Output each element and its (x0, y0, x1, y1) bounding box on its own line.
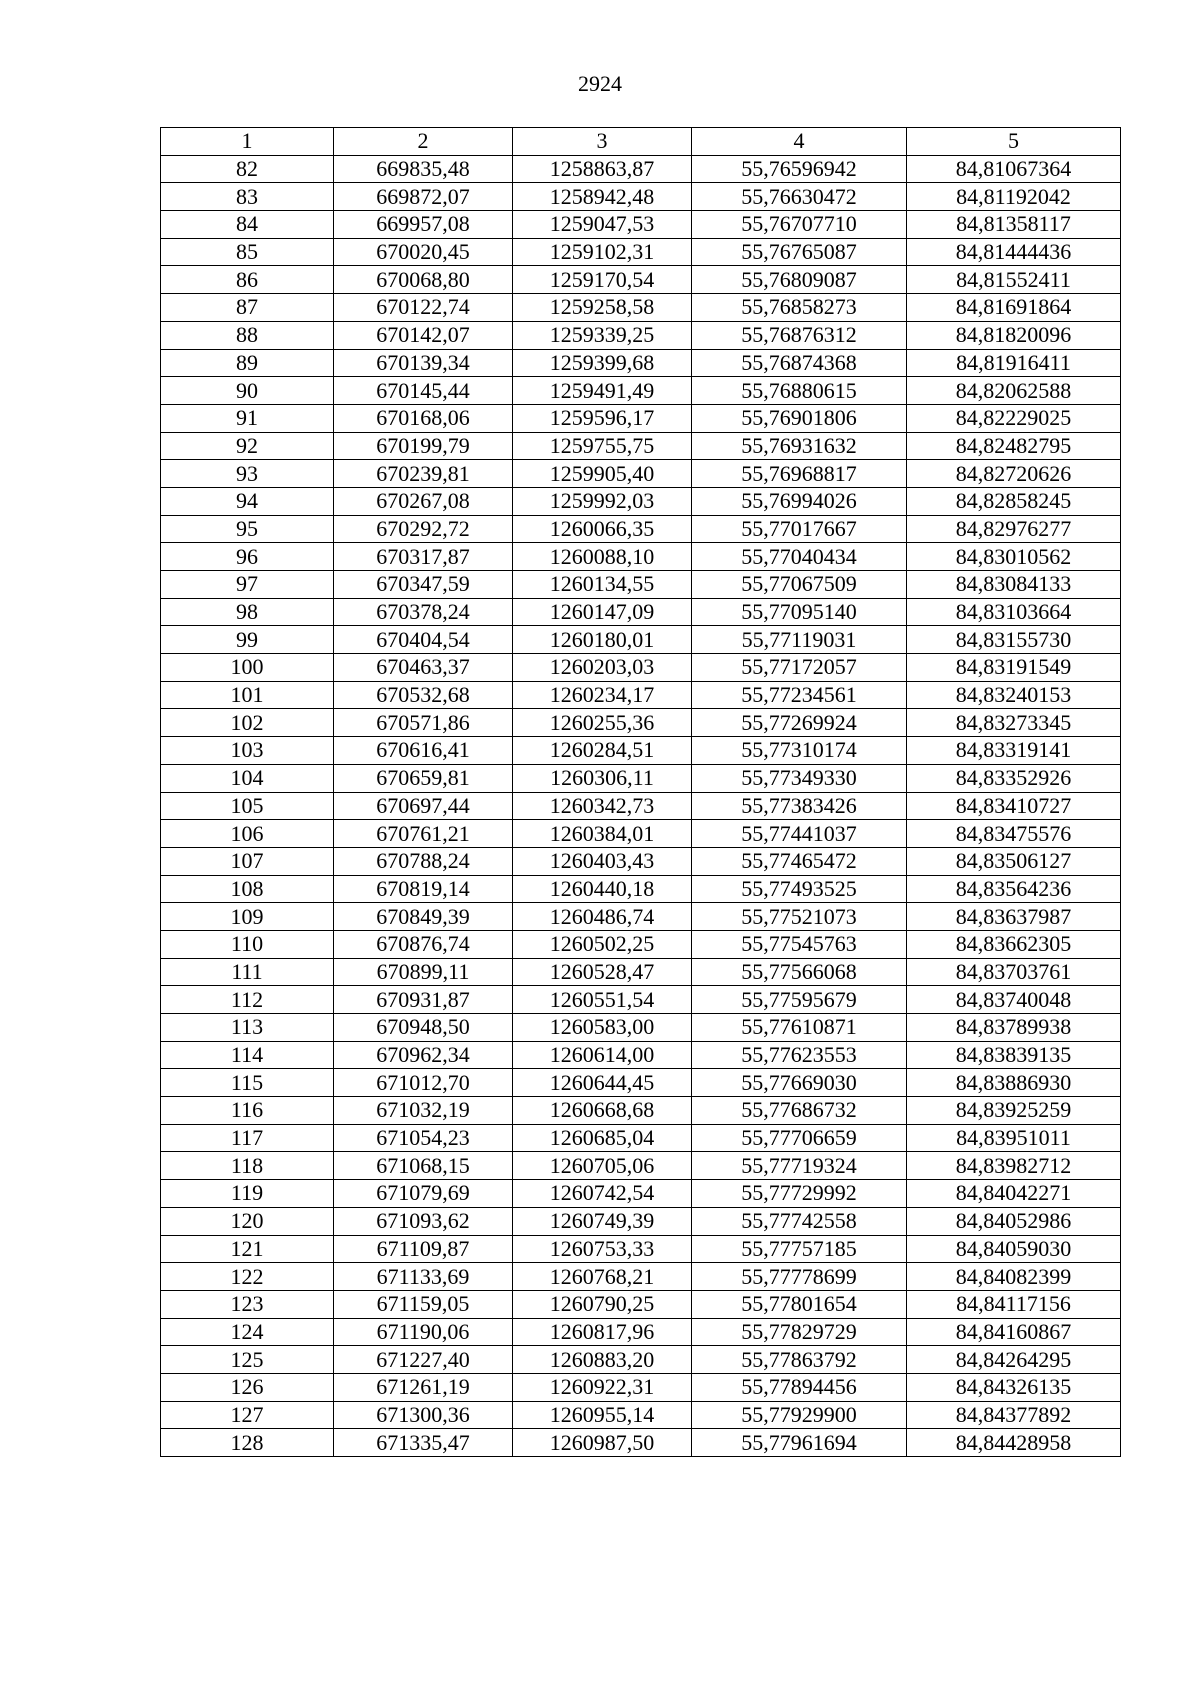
table-cell-col-3: 1260668,68 (513, 1097, 692, 1125)
table-cell-col-5: 84,81192042 (907, 183, 1121, 211)
table-cell-col-3: 1260790,25 (513, 1290, 692, 1318)
table-cell-col-1: 128 (161, 1429, 334, 1457)
table-cell-col-2: 669835,48 (334, 155, 513, 183)
table-cell-col-5: 84,83155730 (907, 626, 1121, 654)
table-cell-col-5: 84,81444436 (907, 238, 1121, 266)
table-cell-col-3: 1260255,36 (513, 709, 692, 737)
table-row (161, 404, 1121, 432)
table-cell-col-2: 670849,39 (334, 903, 513, 931)
table-cell-col-3: 1260403,43 (513, 847, 692, 875)
table-cell-col-1: 88 (161, 321, 334, 349)
table-cell-col-5: 84,84264295 (907, 1346, 1121, 1374)
table-cell-col-2: 670292,72 (334, 515, 513, 543)
table-cell-col-2: 670948,50 (334, 1014, 513, 1042)
table-cell-col-4: 55,77383426 (692, 792, 907, 820)
table-row (161, 1069, 1121, 1097)
table-cell-col-4: 55,77441037 (692, 820, 907, 848)
table-cell-col-2: 671261,19 (334, 1373, 513, 1401)
table-cell-col-1: 90 (161, 377, 334, 405)
table-cell-col-2: 670899,11 (334, 958, 513, 986)
table-cell-col-2: 670571,86 (334, 709, 513, 737)
table-cell-col-3: 1260742,54 (513, 1180, 692, 1208)
table-cell-col-5: 84,83240153 (907, 681, 1121, 709)
table-cell-col-2: 671079,69 (334, 1180, 513, 1208)
table-cell-col-3: 1260342,73 (513, 792, 692, 820)
table-cell-col-4: 55,76901806 (692, 404, 907, 432)
table-cell-col-1: 125 (161, 1346, 334, 1374)
table-cell-col-2: 670931,87 (334, 986, 513, 1014)
table-cell-col-3: 1260088,10 (513, 543, 692, 571)
table-cell-col-2: 669872,07 (334, 183, 513, 211)
table-row (161, 792, 1121, 820)
table-cell-col-2: 670788,24 (334, 847, 513, 875)
table-cell-col-5: 84,83982712 (907, 1152, 1121, 1180)
table-cell-col-1: 97 (161, 571, 334, 599)
table-row (161, 681, 1121, 709)
table-cell-col-1: 109 (161, 903, 334, 931)
table-row (161, 1014, 1121, 1042)
table-row (161, 515, 1121, 543)
table-cell-col-1: 101 (161, 681, 334, 709)
table-cell-col-1: 83 (161, 183, 334, 211)
table-cell-col-1: 107 (161, 847, 334, 875)
table-row (161, 1152, 1121, 1180)
table-row (161, 958, 1121, 986)
table-cell-col-4: 55,76880615 (692, 377, 907, 405)
table-cell-col-1: 85 (161, 238, 334, 266)
table-cell-col-2: 670532,68 (334, 681, 513, 709)
table-cell-col-3: 1260644,45 (513, 1069, 692, 1097)
table-cell-col-1: 98 (161, 598, 334, 626)
table-cell-col-1: 123 (161, 1290, 334, 1318)
table-cell-col-2: 671190,06 (334, 1318, 513, 1346)
table-cell-col-1: 126 (161, 1373, 334, 1401)
table-cell-col-4: 55,77017667 (692, 515, 907, 543)
table-cell-col-4: 55,76765087 (692, 238, 907, 266)
table-cell-col-1: 96 (161, 543, 334, 571)
table-row (161, 1235, 1121, 1263)
table-cell-col-2: 670145,44 (334, 377, 513, 405)
table-cell-col-1: 118 (161, 1152, 334, 1180)
table-cell-col-3: 1260306,11 (513, 764, 692, 792)
table-cell-col-5: 84,81358117 (907, 211, 1121, 239)
table-row (161, 183, 1121, 211)
table-row (161, 211, 1121, 239)
table-cell-col-1: 82 (161, 155, 334, 183)
table-cell-col-4: 55,77757185 (692, 1235, 907, 1263)
table-cell-col-1: 113 (161, 1014, 334, 1042)
table-row (161, 460, 1121, 488)
table-row (161, 1207, 1121, 1235)
table-cell-col-2: 670068,80 (334, 266, 513, 294)
table-cell-col-3: 1259047,53 (513, 211, 692, 239)
table-cell-col-5: 84,83740048 (907, 986, 1121, 1014)
table-cell-col-4: 55,77566068 (692, 958, 907, 986)
table-cell-col-4: 55,77623553 (692, 1041, 907, 1069)
table-cell-col-5: 84,83662305 (907, 930, 1121, 958)
table-cell-col-2: 670020,45 (334, 238, 513, 266)
table-cell-col-2: 671227,40 (334, 1346, 513, 1374)
table-cell-col-1: 116 (161, 1097, 334, 1125)
table-cell-col-2: 671032,19 (334, 1097, 513, 1125)
table-cell-col-3: 1259102,31 (513, 238, 692, 266)
table-cell-col-5: 84,84042271 (907, 1180, 1121, 1208)
table-cell-col-4: 55,77493525 (692, 875, 907, 903)
table-cell-col-3: 1259258,58 (513, 294, 692, 322)
table-cell-col-1: 95 (161, 515, 334, 543)
table-cell-col-4: 55,77801654 (692, 1290, 907, 1318)
table-cell-col-4: 55,77961694 (692, 1429, 907, 1457)
table-cell-col-5: 84,83886930 (907, 1069, 1121, 1097)
table-cell-col-4: 55,76596942 (692, 155, 907, 183)
table-cell-col-5: 84,84160867 (907, 1318, 1121, 1346)
table-cell-col-3: 1260486,74 (513, 903, 692, 931)
table-cell-col-1: 124 (161, 1318, 334, 1346)
table-row (161, 1263, 1121, 1291)
table-row (161, 654, 1121, 682)
table-cell-col-4: 55,77669030 (692, 1069, 907, 1097)
table-cell-col-2: 671335,47 (334, 1429, 513, 1457)
table-cell-col-1: 112 (161, 986, 334, 1014)
table-cell-col-5: 84,81820096 (907, 321, 1121, 349)
table-cell-col-3: 1260440,18 (513, 875, 692, 903)
table-cell-col-3: 1260922,31 (513, 1373, 692, 1401)
table-cell-col-1: 84 (161, 211, 334, 239)
table-cell-col-2: 670962,34 (334, 1041, 513, 1069)
table-cell-col-5: 84,84059030 (907, 1235, 1121, 1263)
table-cell-col-4: 55,76994026 (692, 487, 907, 515)
table-cell-col-1: 108 (161, 875, 334, 903)
table-cell-col-3: 1260180,01 (513, 626, 692, 654)
table-cell-col-4: 55,77610871 (692, 1014, 907, 1042)
table-cell-col-4: 55,76707710 (692, 211, 907, 239)
table-cell-col-1: 122 (161, 1263, 334, 1291)
table-cell-col-1: 89 (161, 349, 334, 377)
table-cell-col-4: 55,77545763 (692, 930, 907, 958)
table-cell-col-3: 1260883,20 (513, 1346, 692, 1374)
table-cell-col-2: 670139,34 (334, 349, 513, 377)
table-cell-col-5: 84,83352926 (907, 764, 1121, 792)
table-cell-col-3: 1260749,39 (513, 1207, 692, 1235)
table-cell-col-2: 671012,70 (334, 1069, 513, 1097)
table-cell-col-4: 55,77595679 (692, 986, 907, 1014)
table-cell-col-1: 86 (161, 266, 334, 294)
table-cell-col-4: 55,76809087 (692, 266, 907, 294)
page-number: 2924 (578, 71, 622, 96)
table-cell-col-3: 1260147,09 (513, 598, 692, 626)
table-row (161, 294, 1121, 322)
table-cell-col-2: 670463,37 (334, 654, 513, 682)
table-cell-col-5: 84,84052986 (907, 1207, 1121, 1235)
table-cell-col-2: 671054,23 (334, 1124, 513, 1152)
table-cell-col-5: 84,83103664 (907, 598, 1121, 626)
table-cell-col-2: 671068,15 (334, 1152, 513, 1180)
table-cell-col-4: 55,76630472 (692, 183, 907, 211)
table-cell-col-3: 1260528,47 (513, 958, 692, 986)
table-cell-col-1: 117 (161, 1124, 334, 1152)
table-row (161, 598, 1121, 626)
table-row (161, 1346, 1121, 1374)
table-cell-col-5: 84,83010562 (907, 543, 1121, 571)
table-row (161, 986, 1121, 1014)
table-cell-col-4: 55,76858273 (692, 294, 907, 322)
table-cell-col-2: 671300,36 (334, 1401, 513, 1429)
table-cell-col-1: 115 (161, 1069, 334, 1097)
table-cell-col-4: 55,77729992 (692, 1180, 907, 1208)
table-cell-col-2: 670317,87 (334, 543, 513, 571)
table-cell-col-4: 55,77894456 (692, 1373, 907, 1401)
table-cell-col-5: 84,81552411 (907, 266, 1121, 294)
table-cell-col-2: 670659,81 (334, 764, 513, 792)
table-cell-col-3: 1260583,00 (513, 1014, 692, 1042)
table-cell-col-4: 55,77172057 (692, 654, 907, 682)
table-cell-col-3: 1260502,25 (513, 930, 692, 958)
table-cell-col-2: 669957,08 (334, 211, 513, 239)
table-cell-col-4: 55,77863792 (692, 1346, 907, 1374)
table-cell-col-3: 1260705,06 (513, 1152, 692, 1180)
header-row (161, 128, 1121, 156)
table-row (161, 349, 1121, 377)
table-cell-col-5: 84,84377892 (907, 1401, 1121, 1429)
table-cell-col-5: 84,82858245 (907, 487, 1121, 515)
table-cell-col-1: 120 (161, 1207, 334, 1235)
table-row (161, 709, 1121, 737)
table-cell-col-1: 102 (161, 709, 334, 737)
table-cell-col-3: 1260066,35 (513, 515, 692, 543)
table-cell-col-5: 84,82482795 (907, 432, 1121, 460)
table-cell-col-3: 1260768,21 (513, 1263, 692, 1291)
table-cell-col-5: 84,83703761 (907, 958, 1121, 986)
table-cell-col-3: 1259992,03 (513, 487, 692, 515)
table-cell-col-4: 55,77119031 (692, 626, 907, 654)
table-cell-col-1: 111 (161, 958, 334, 986)
table-row (161, 571, 1121, 599)
table-cell-col-5: 84,83191549 (907, 654, 1121, 682)
table-row (161, 626, 1121, 654)
table-cell-col-5: 84,83839135 (907, 1041, 1121, 1069)
table-row (161, 377, 1121, 405)
table-cell-col-2: 670199,79 (334, 432, 513, 460)
table-cell-col-2: 671109,87 (334, 1235, 513, 1263)
table-cell-col-3: 1260284,51 (513, 737, 692, 765)
table-cell-col-2: 670378,24 (334, 598, 513, 626)
table-cell-col-2: 670697,44 (334, 792, 513, 820)
table-cell-col-4: 55,77310174 (692, 737, 907, 765)
table-cell-col-2: 671133,69 (334, 1263, 513, 1291)
table-cell-col-1: 127 (161, 1401, 334, 1429)
table-cell-col-5: 84,81067364 (907, 155, 1121, 183)
table-cell-col-5: 84,83084133 (907, 571, 1121, 599)
table-cell-col-5: 84,84428958 (907, 1429, 1121, 1457)
table-cell-col-1: 94 (161, 487, 334, 515)
table-cell-col-5: 84,83637987 (907, 903, 1121, 931)
table-cell-col-4: 55,77719324 (692, 1152, 907, 1180)
table-cell-col-5: 84,83789938 (907, 1014, 1121, 1042)
table-cell-col-1: 99 (161, 626, 334, 654)
table-row (161, 487, 1121, 515)
table-cell-col-3: 1259905,40 (513, 460, 692, 488)
table-cell-col-5: 84,83506127 (907, 847, 1121, 875)
table-cell-col-1: 106 (161, 820, 334, 848)
table-cell-col-2: 670347,59 (334, 571, 513, 599)
coordinates-table (160, 127, 1121, 1457)
table-cell-col-2: 670876,74 (334, 930, 513, 958)
table-cell-col-3: 1260685,04 (513, 1124, 692, 1152)
table-cell-col-4: 55,76968817 (692, 460, 907, 488)
table-row (161, 847, 1121, 875)
table-cell-col-2: 670142,07 (334, 321, 513, 349)
table-cell-col-4: 55,77929900 (692, 1401, 907, 1429)
table-cell-col-3: 1260987,50 (513, 1429, 692, 1457)
table-cell-col-5: 84,83925259 (907, 1097, 1121, 1125)
table-cell-col-1: 92 (161, 432, 334, 460)
table-row (161, 321, 1121, 349)
table-cell-col-1: 119 (161, 1180, 334, 1208)
table-cell-col-3: 1260551,54 (513, 986, 692, 1014)
table-cell-col-4: 55,77067509 (692, 571, 907, 599)
table-cell-col-4: 55,77778699 (692, 1263, 907, 1291)
table-row (161, 266, 1121, 294)
table-cell-col-5: 84,82229025 (907, 404, 1121, 432)
table-cell-col-3: 1258942,48 (513, 183, 692, 211)
table-row (161, 1041, 1121, 1069)
table-cell-col-1: 103 (161, 737, 334, 765)
table-cell-col-4: 55,77095140 (692, 598, 907, 626)
table-cell-col-5: 84,84326135 (907, 1373, 1121, 1401)
table-cell-col-1: 87 (161, 294, 334, 322)
table-cell-col-3: 1258863,87 (513, 155, 692, 183)
column-header-3: 3 (513, 128, 692, 156)
table-cell-col-3: 1259755,75 (513, 432, 692, 460)
table-cell-col-5: 84,84117156 (907, 1290, 1121, 1318)
column-header-4: 4 (692, 128, 907, 156)
table-cell-col-3: 1260203,03 (513, 654, 692, 682)
table-cell-col-3: 1260614,00 (513, 1041, 692, 1069)
table-cell-col-5: 84,83273345 (907, 709, 1121, 737)
table-cell-col-1: 104 (161, 764, 334, 792)
table-cell-col-2: 670404,54 (334, 626, 513, 654)
table-cell-col-4: 55,76931632 (692, 432, 907, 460)
table-cell-col-4: 55,77269924 (692, 709, 907, 737)
column-header-5: 5 (907, 128, 1121, 156)
table-cell-col-3: 1260955,14 (513, 1401, 692, 1429)
table-row (161, 155, 1121, 183)
table-row (161, 930, 1121, 958)
table-row (161, 764, 1121, 792)
table-row (161, 1401, 1121, 1429)
table-cell-col-1: 91 (161, 404, 334, 432)
table-row (161, 1124, 1121, 1152)
table-cell-col-3: 1259339,25 (513, 321, 692, 349)
table-cell-col-4: 55,77521073 (692, 903, 907, 931)
table-cell-col-5: 84,81691864 (907, 294, 1121, 322)
table-cell-col-2: 670267,08 (334, 487, 513, 515)
table-cell-col-4: 55,77349330 (692, 764, 907, 792)
table-row (161, 1097, 1121, 1125)
table-cell-col-2: 670616,41 (334, 737, 513, 765)
table-row (161, 903, 1121, 931)
column-header-1: 1 (161, 128, 334, 156)
table-cell-col-5: 84,83564236 (907, 875, 1121, 903)
table-cell-col-5: 84,82976277 (907, 515, 1121, 543)
table-cell-col-5: 84,83475576 (907, 820, 1121, 848)
table-row (161, 1318, 1121, 1346)
table-row (161, 543, 1121, 571)
table-cell-col-1: 114 (161, 1041, 334, 1069)
table-cell-col-2: 670168,06 (334, 404, 513, 432)
table-cell-col-1: 121 (161, 1235, 334, 1263)
table-row (161, 875, 1121, 903)
table-cell-col-4: 55,76874368 (692, 349, 907, 377)
table-cell-col-3: 1260817,96 (513, 1318, 692, 1346)
table-cell-col-1: 110 (161, 930, 334, 958)
table-cell-col-5: 84,83319141 (907, 737, 1121, 765)
table-cell-col-1: 100 (161, 654, 334, 682)
table-row (161, 1180, 1121, 1208)
table-row (161, 1290, 1121, 1318)
table-cell-col-3: 1260134,55 (513, 571, 692, 599)
table-body (161, 155, 1121, 1456)
table-cell-col-5: 84,83410727 (907, 792, 1121, 820)
table-cell-col-4: 55,77829729 (692, 1318, 907, 1346)
table-cell-col-1: 93 (161, 460, 334, 488)
table-row (161, 238, 1121, 266)
table-row (161, 820, 1121, 848)
table-cell-col-5: 84,82720626 (907, 460, 1121, 488)
table-cell-col-3: 1259596,17 (513, 404, 692, 432)
table-cell-col-2: 670239,81 (334, 460, 513, 488)
table-cell-col-4: 55,77742558 (692, 1207, 907, 1235)
table-cell-col-2: 670122,74 (334, 294, 513, 322)
table-cell-col-1: 105 (161, 792, 334, 820)
table-cell-col-3: 1259170,54 (513, 266, 692, 294)
table-cell-col-4: 55,77040434 (692, 543, 907, 571)
column-header-2: 2 (334, 128, 513, 156)
table-cell-col-3: 1259399,68 (513, 349, 692, 377)
table-row (161, 432, 1121, 460)
table-cell-col-3: 1260753,33 (513, 1235, 692, 1263)
table-cell-col-2: 671093,62 (334, 1207, 513, 1235)
table-cell-col-2: 670819,14 (334, 875, 513, 903)
table-cell-col-4: 55,77706659 (692, 1124, 907, 1152)
table-header (161, 128, 1121, 156)
table-cell-col-5: 84,84082399 (907, 1263, 1121, 1291)
table-cell-col-5: 84,82062588 (907, 377, 1121, 405)
table-cell-col-4: 55,77465472 (692, 847, 907, 875)
table-cell-col-3: 1259491,49 (513, 377, 692, 405)
table-row (161, 1373, 1121, 1401)
table-cell-col-5: 84,83951011 (907, 1124, 1121, 1152)
table-cell-col-3: 1260384,01 (513, 820, 692, 848)
table-cell-col-4: 55,76876312 (692, 321, 907, 349)
table-cell-col-3: 1260234,17 (513, 681, 692, 709)
table-cell-col-2: 671159,05 (334, 1290, 513, 1318)
table-cell-col-2: 670761,21 (334, 820, 513, 848)
table-cell-col-4: 55,77234561 (692, 681, 907, 709)
table-row (161, 1429, 1121, 1457)
table-cell-col-4: 55,77686732 (692, 1097, 907, 1125)
table-cell-col-5: 84,81916411 (907, 349, 1121, 377)
table-row (161, 737, 1121, 765)
